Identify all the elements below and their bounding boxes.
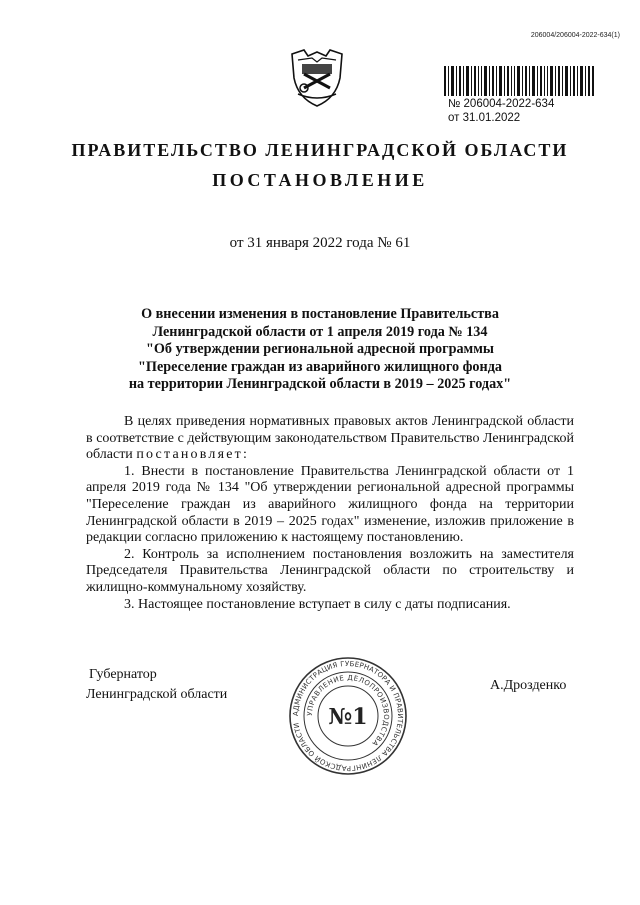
registration-info — [448, 97, 554, 125]
seal-inner-text: УПРАВЛЕНИЕ ДЕЛОПРОИЗВОДСТВА — [305, 673, 391, 748]
preamble-paragraph — [86, 414, 574, 464]
item-2: 2. Контроль за исполнением постановления возложить на заместителя Председателя Правительства Ленинградской области по строительству и жилищно-коммунальному хозяйству. — [86, 546, 574, 595]
item-3: 3. Настоящее постановление вступает в силу с даты подписания. — [124, 596, 511, 612]
seal-center-number: №1 — [328, 704, 368, 730]
coat-of-arms-icon — [284, 44, 350, 110]
signatory-title — [86, 665, 227, 705]
subject-line: "Об утверждении региональной адресной программы — [146, 341, 494, 358]
item-1: 1. Внести в постановление Правительства Ленинградской области от 1 апреля 2019 года № 134 "Об утверждении региональной адресной программы "Переселение граждан из аварийного жилищного фонда на территории Ленинградской области в 2019 – 2025 годах" изменение, изложив приложение в редакции согласно приложению к настоящему постановлению. — [86, 463, 574, 546]
decree-subject — [60, 306, 580, 394]
resolves-word: постановляет: — [136, 447, 250, 463]
seal-ring-text: АДМИНИСТРАЦИЯ ГУБЕРНАТОРА И ПРАВИТЕЛЬСТВА ЛЕНИНГРАДСКОЙ ОБЛАСТИ — [291, 659, 405, 773]
subject-line: О внесении изменения в постановление Правительства — [141, 306, 499, 322]
decree-body — [86, 414, 574, 613]
document-reference-code: 206004/206004-2022-634(1) — [530, 32, 620, 39]
subject-line: "Переселение граждан из аварийного жилищного фонда — [138, 358, 502, 375]
registration-number: № 206004-2022-634 — [448, 98, 555, 110]
registration-date: от 31.01.2022 — [448, 112, 521, 124]
barcode-icon — [444, 66, 594, 96]
decree-date-number: от 31 января 2022 года № 61 — [229, 235, 411, 251]
subject-line: на территории Ленинградской области в 2019 – 2025 годах" — [128, 376, 512, 393]
signatory-title-line1: Губернатор — [89, 667, 157, 682]
government-title: ПРАВИТЕЛЬСТВО ЛЕНИНГРАДСКОЙ ОБЛАСТИ — [71, 140, 569, 160]
preamble-text: В целях приведения нормативных правовых актов Ленинградской области в соответствие с действующим законодательством Правительство Ленинградской области — [86, 414, 574, 463]
subject-line: Ленинградской области от 1 апреля 2019 года № 134 — [152, 323, 488, 340]
document-type-title: ПОСТАНОВЛЕНИЕ — [212, 170, 428, 190]
signatory-title-line2: Ленинградской области — [86, 687, 228, 702]
official-seal-icon — [288, 656, 408, 776]
signatory-name: А.Дрозденко — [490, 678, 567, 693]
